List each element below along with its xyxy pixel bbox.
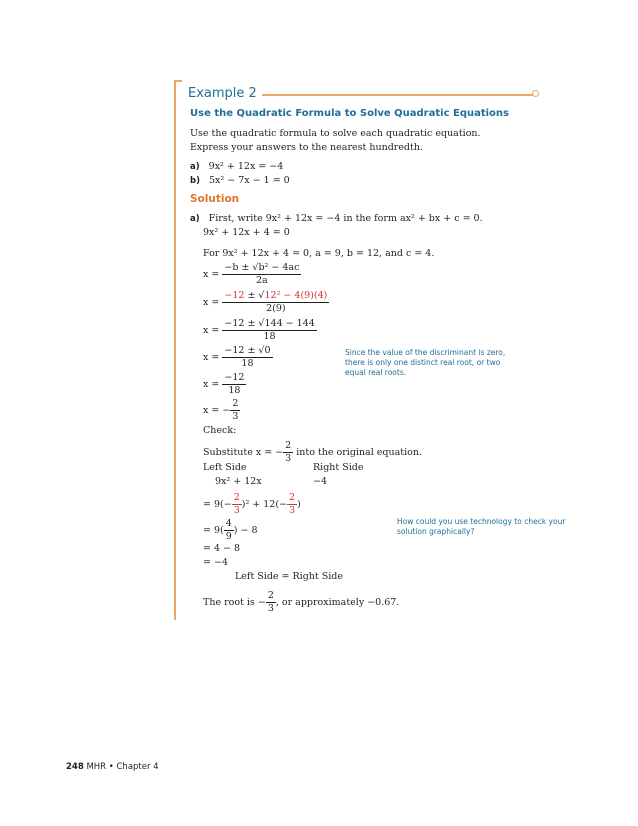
check-line-1 bbox=[203, 492, 301, 517]
check-line-4: = −4 bbox=[203, 557, 228, 568]
right-side-heading: Right Side bbox=[313, 462, 364, 473]
solution-line-1 bbox=[190, 213, 483, 225]
instruction-line-2: Express your answers to the nearest hundredth. bbox=[190, 142, 423, 153]
check-line-2-suffix: ) − 8 bbox=[233, 525, 258, 536]
solution-line-3: For 9x² + 12x + 4 = 0, a = 9, b = 12, and c = 4. bbox=[203, 248, 435, 259]
denominator: 9 bbox=[225, 531, 232, 542]
accent-bar-top-tick bbox=[174, 80, 182, 82]
rule-end-circle-icon bbox=[532, 90, 539, 97]
part-b-question bbox=[190, 175, 290, 187]
root-prefix: The root is − bbox=[203, 597, 266, 608]
fraction bbox=[232, 492, 242, 517]
x-equals: x = bbox=[203, 352, 220, 363]
fraction bbox=[224, 518, 234, 543]
numerator: 2 bbox=[233, 492, 240, 503]
formula-step-4 bbox=[203, 345, 273, 370]
denominator: 3 bbox=[285, 453, 292, 464]
example-title-rule bbox=[262, 94, 536, 96]
page-footer bbox=[66, 762, 159, 772]
left-side-expression: 9x² + 12x bbox=[215, 476, 262, 487]
negative-sign: − bbox=[222, 405, 231, 416]
chapter-reference: MHR • Chapter 4 bbox=[86, 762, 159, 772]
instruction-line-1: Use the quadratic formula to solve each quadratic equation. bbox=[190, 128, 481, 139]
example-title: Example 2 bbox=[188, 86, 257, 101]
fraction bbox=[230, 398, 240, 423]
formula-step-6 bbox=[203, 398, 240, 423]
radicand-red: 12² − 4(9)(4) bbox=[264, 290, 328, 301]
numerator: 4 bbox=[225, 518, 232, 529]
denominator: 3 bbox=[232, 411, 239, 422]
page-number: 248 bbox=[66, 762, 84, 772]
check-line-1-middle: )² + 12(− bbox=[241, 499, 288, 510]
denominator: 18 bbox=[241, 358, 254, 369]
x-equals: x = bbox=[203, 379, 220, 390]
check-line-2-prefix: = 9( bbox=[203, 525, 224, 536]
example-subtitle: Use the Quadratic Formula to Solve Quadratic Equations bbox=[190, 108, 509, 119]
numerator: 2 bbox=[267, 590, 274, 601]
denominator: 2a bbox=[256, 275, 268, 286]
denominator: 3 bbox=[289, 505, 296, 516]
numerator: 2 bbox=[285, 440, 292, 451]
x-equals: x = bbox=[203, 269, 220, 280]
right-side-expression: −4 bbox=[313, 476, 328, 487]
fraction bbox=[287, 492, 297, 517]
numerator: 2 bbox=[289, 492, 296, 503]
formula-step-2 bbox=[203, 290, 329, 315]
check-line-1-prefix: = 9(− bbox=[203, 499, 232, 510]
left-accent-bar bbox=[174, 80, 176, 620]
part-a-equation: 9x² + 12x = −4 bbox=[208, 161, 284, 172]
root-suffix: , or approximately −0.67. bbox=[275, 597, 400, 608]
check-line-3: = 4 − 8 bbox=[203, 543, 241, 554]
solution-line-2: 9x² + 12x + 4 = 0 bbox=[203, 227, 290, 238]
discriminant-margin-note: Since the value of the discriminant is zero, there is only one distinct real root, or two equal real roots. bbox=[345, 348, 506, 377]
plus-minus-root: ± √ bbox=[244, 290, 265, 301]
x-equals: x = bbox=[203, 325, 220, 336]
part-b-equation: 5x² − 7x − 1 = 0 bbox=[209, 175, 290, 186]
part-a-label: a) bbox=[190, 162, 200, 172]
b-value-red: −12 bbox=[224, 290, 245, 301]
formula-step-3 bbox=[203, 318, 317, 343]
substitute-prefix: Substitute x = − bbox=[203, 447, 284, 458]
fraction bbox=[222, 262, 301, 287]
solution-part-a-label: a) bbox=[190, 214, 200, 224]
fraction bbox=[266, 590, 276, 615]
root-statement bbox=[203, 590, 399, 615]
part-b-label: b) bbox=[190, 176, 200, 186]
numerator bbox=[222, 290, 329, 303]
substitute-suffix: into the original equation. bbox=[293, 447, 422, 458]
check-label: Check: bbox=[203, 425, 237, 436]
solution-line-1-text: First, write 9x² + 12x = −4 in the form ax² + bx + c = 0. bbox=[208, 213, 483, 224]
check-line-2 bbox=[203, 518, 258, 543]
denominator: 18 bbox=[228, 385, 241, 396]
fraction bbox=[222, 345, 272, 370]
formula-step-1 bbox=[203, 262, 301, 287]
technology-margin-note: How could you use technology to check your solution graphically? bbox=[397, 517, 566, 536]
formula-step-5 bbox=[203, 372, 246, 397]
fraction bbox=[222, 372, 246, 397]
denominator: 3 bbox=[233, 505, 240, 516]
part-a-question bbox=[190, 161, 283, 173]
fraction bbox=[283, 440, 293, 465]
check-line-1-suffix: ) bbox=[297, 499, 301, 510]
denominator: 18 bbox=[263, 331, 276, 342]
denominator: 2(9) bbox=[266, 303, 286, 314]
solution-heading: Solution bbox=[190, 193, 240, 205]
fraction bbox=[222, 318, 316, 343]
numerator: −12 bbox=[224, 372, 245, 383]
x-equals: x = bbox=[203, 297, 220, 308]
fraction bbox=[222, 290, 329, 315]
numerator: 2 bbox=[232, 398, 239, 409]
denominator: 3 bbox=[267, 603, 274, 614]
numerator: −12 ± √144 − 144 bbox=[224, 318, 315, 329]
left-side-heading: Left Side bbox=[203, 462, 247, 473]
numerator: −b ± √b² − 4ac bbox=[224, 262, 300, 273]
numerator: −12 ± √0 bbox=[224, 345, 271, 356]
x-equals: x = bbox=[203, 405, 220, 416]
left-equals-right: Left Side = Right Side bbox=[235, 571, 344, 582]
